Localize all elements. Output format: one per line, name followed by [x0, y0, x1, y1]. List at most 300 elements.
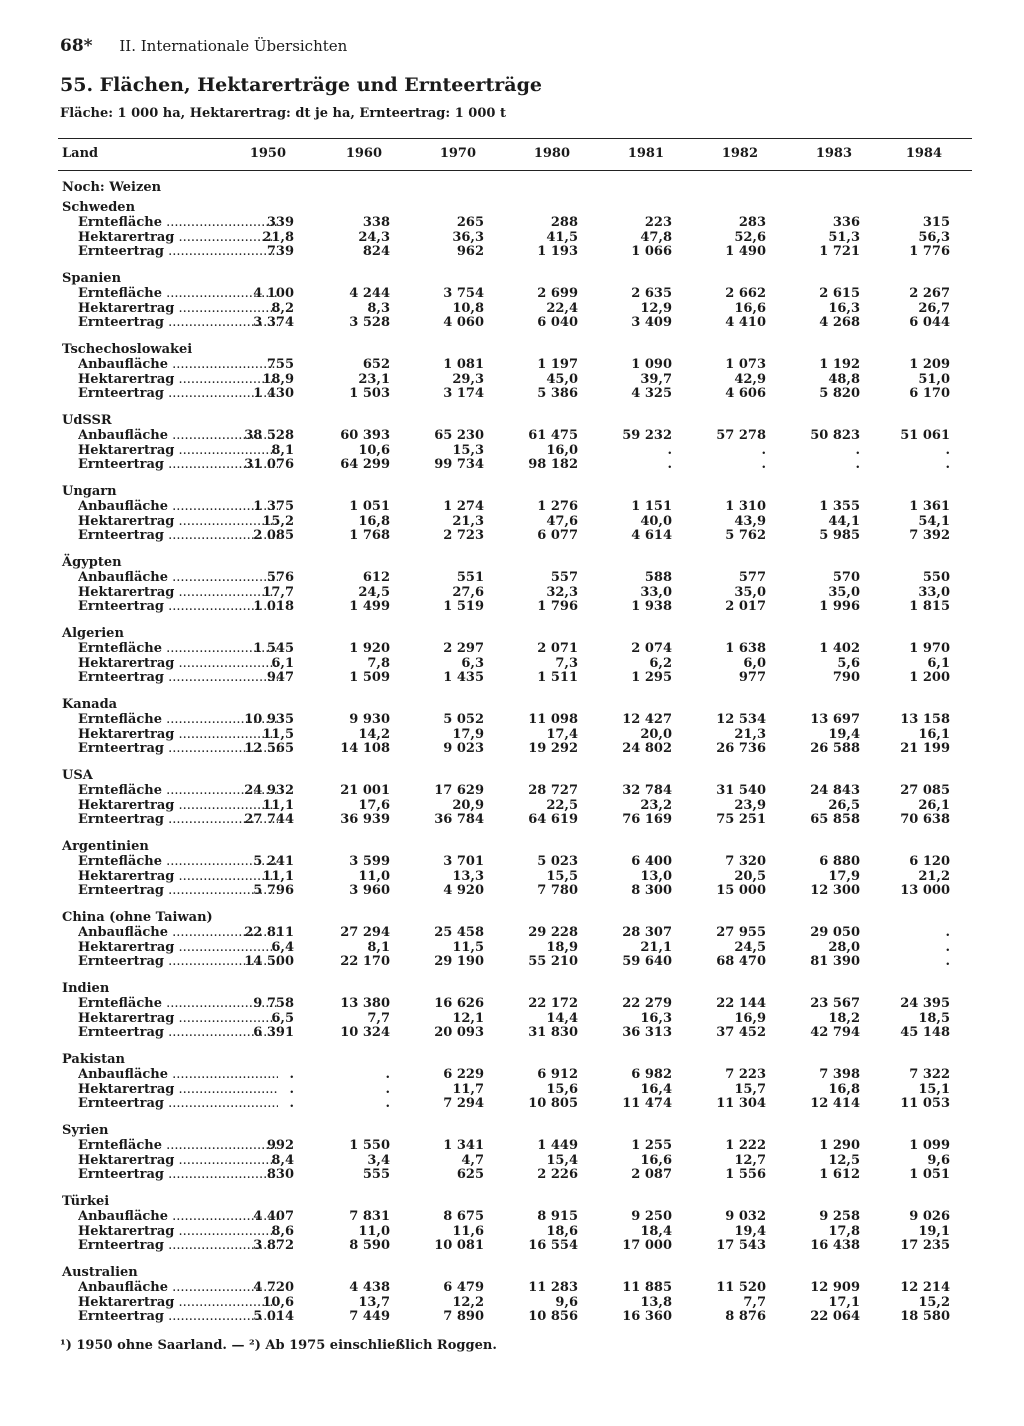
cell-value: 8 300 — [631, 883, 672, 898]
cell-value: 26,1 — [918, 797, 950, 813]
cell-value: 7 890 — [443, 1309, 484, 1324]
cell-value: 2 074 — [631, 641, 672, 656]
row-label: Ernteertrag ..... — [78, 1096, 278, 1111]
country-group — [0, 342, 1024, 414]
cell-value: 22,4 — [546, 300, 578, 316]
cell-value: 55 210 — [528, 954, 578, 969]
cell-value: 21,3 — [452, 513, 484, 529]
cell-value: 14,2 — [358, 726, 390, 742]
cell-value: 50 823 — [810, 428, 860, 443]
cell-value: 52,6 — [734, 229, 766, 245]
cell-value: 6 040 — [537, 315, 578, 330]
row-label: Ernteertrag ..... — [78, 457, 278, 472]
country-name: Indien — [62, 981, 110, 996]
cell-value: 64 299 — [340, 457, 390, 472]
cell-value: 8 876 — [725, 1309, 766, 1324]
cell-value: 6,1 — [271, 655, 294, 671]
cell-value: 1 274 — [443, 499, 484, 514]
cell-value: 37 452 — [716, 1025, 766, 1040]
cell-value: 27,6 — [452, 584, 484, 600]
cell-value: 315 — [922, 215, 950, 230]
cell-value: 23 567 — [810, 996, 860, 1011]
row-label: Anbaufläche ..... — [78, 1280, 278, 1295]
cell-value: 3 872 — [253, 1238, 294, 1253]
cell-value: 338 — [362, 215, 390, 230]
cell-value: 21,1 — [640, 939, 672, 955]
cell-value: 98 182 — [528, 457, 578, 472]
cell-value: 5,6 — [837, 655, 860, 671]
cell-value: 9,6 — [927, 1152, 950, 1168]
cell-value: 8 675 — [443, 1209, 484, 1224]
country-group — [0, 1265, 1024, 1337]
table-row — [0, 570, 1024, 584]
cell-value: 23,1 — [358, 371, 390, 387]
country-name: China (ohne Taiwan) — [62, 910, 213, 925]
cell-value: 21,3 — [734, 726, 766, 742]
cell-value: 555 — [362, 1167, 390, 1182]
cell-value: 21,2 — [918, 868, 950, 884]
cell-value: 223 — [644, 215, 672, 230]
row-label: Ernteertrag ..... — [78, 386, 278, 401]
table-row — [0, 1224, 1024, 1238]
cell-value: 16 438 — [810, 1238, 860, 1253]
cell-value: 6,3 — [461, 655, 484, 671]
table-row — [0, 1238, 1024, 1252]
cell-value: 19,4 — [828, 726, 860, 742]
row-label: Hektarertrag ..... — [78, 656, 278, 671]
cell-value: 24 802 — [622, 741, 672, 756]
cell-value: 5 820 — [819, 386, 860, 401]
table-row — [0, 783, 1024, 797]
column-header-land: Land — [62, 146, 99, 161]
cell-value: 65 230 — [434, 428, 484, 443]
country-name: Syrien — [62, 1123, 109, 1138]
cell-value: 8 915 — [537, 1209, 578, 1224]
cell-value: 3 374 — [253, 315, 294, 330]
cell-value: 1 938 — [631, 599, 672, 614]
cell-value: 10 935 — [244, 712, 294, 727]
cell-value: 81 390 — [810, 954, 860, 969]
footnote: ¹) 1950 ohne Saarland. — ²) Ab 1975 einschließlich Roggen. — [60, 1338, 497, 1353]
cell-value: 45 148 — [900, 1025, 950, 1040]
cell-value: . — [385, 1081, 390, 1097]
cell-value: 5 386 — [537, 386, 578, 401]
row-label: Hektarertrag ..... — [78, 443, 278, 458]
cell-value: 18,4 — [640, 1223, 672, 1239]
cell-value: 17 629 — [434, 783, 484, 798]
cell-value: 42,9 — [734, 371, 766, 387]
cell-value: 551 — [456, 570, 484, 585]
cell-value: 29 228 — [528, 925, 578, 940]
table-row — [0, 1309, 1024, 1323]
cell-value: 4 720 — [253, 1280, 294, 1295]
cell-value: 42 794 — [810, 1025, 860, 1040]
cell-value: 24,3 — [358, 229, 390, 245]
row-label: Ernteertrag ..... — [78, 599, 278, 614]
cell-value: 18,2 — [828, 1010, 860, 1026]
cell-value: 652 — [362, 357, 390, 372]
cell-value: 24 932 — [244, 783, 294, 798]
table-row — [0, 1138, 1024, 1152]
cell-value: 6 044 — [909, 315, 950, 330]
cell-value: 1 612 — [819, 1167, 860, 1182]
year-header: 1983 — [815, 146, 852, 161]
row-label: Ernteertrag ..... — [78, 954, 278, 969]
cell-value: 8 590 — [349, 1238, 390, 1253]
table-row — [0, 514, 1024, 528]
cell-value: 76 169 — [622, 812, 672, 827]
cell-value: 17,1 — [828, 1294, 860, 1310]
cell-value: 40,0 — [640, 513, 672, 529]
row-label: Erntefläche ..... — [78, 996, 278, 1011]
cell-value: 10,8 — [452, 300, 484, 316]
cell-value: 7 831 — [349, 1209, 390, 1224]
cell-value: 2 297 — [443, 641, 484, 656]
cell-value: 5 762 — [725, 528, 766, 543]
cell-value: 9 032 — [725, 1209, 766, 1224]
table-row — [0, 656, 1024, 670]
cell-value: 10 856 — [528, 1309, 578, 1324]
cell-value: 6,0 — [743, 655, 766, 671]
cell-value: 992 — [266, 1138, 294, 1153]
table-row — [0, 925, 1024, 939]
cell-value: 288 — [550, 215, 578, 230]
cell-value: 11 053 — [900, 1096, 950, 1111]
cell-value: 38 528 — [244, 428, 294, 443]
cell-value: 44,1 — [828, 513, 860, 529]
cell-value: 5 014 — [253, 1309, 294, 1324]
row-label: Ernteertrag ..... — [78, 883, 278, 898]
cell-value: 8,2 — [271, 300, 294, 316]
cell-value: 22 172 — [528, 996, 578, 1011]
table-row — [0, 1025, 1024, 1039]
row-label: Ernteertrag ..... — [78, 1025, 278, 1040]
country-name: Argentinien — [62, 839, 149, 854]
cell-value: 27 085 — [900, 783, 950, 798]
cell-value: . — [945, 457, 950, 472]
cell-value: 2 699 — [537, 286, 578, 301]
cell-value: 4,7 — [461, 1152, 484, 1168]
cell-value: 6 120 — [909, 854, 950, 869]
cell-value: 16,8 — [828, 1081, 860, 1097]
cell-value: 24 843 — [810, 783, 860, 798]
cell-value: 36 313 — [622, 1025, 672, 1040]
cell-value: 26 736 — [716, 741, 766, 756]
cell-value: 33,0 — [640, 584, 672, 600]
cell-value: 11,1 — [262, 797, 294, 813]
cell-value: 4 244 — [349, 286, 390, 301]
cell-value: 16,6 — [640, 1152, 672, 1168]
table-row — [0, 641, 1024, 655]
table-row — [0, 230, 1024, 244]
cell-value: 21 001 — [340, 783, 390, 798]
cell-value: 6 229 — [443, 1067, 484, 1082]
country-group — [0, 271, 1024, 343]
cell-value: 41,5 — [546, 229, 578, 245]
year-header: 1982 — [721, 146, 758, 161]
cell-value: 550 — [922, 570, 950, 585]
cell-value: 28 727 — [528, 783, 578, 798]
row-label: Ernteertrag ..... — [78, 741, 278, 756]
table-row — [0, 869, 1024, 883]
cell-value: 4 407 — [253, 1209, 294, 1224]
cell-value: 570 — [832, 570, 860, 585]
cell-value: 9 758 — [253, 996, 294, 1011]
cell-value: 23,2 — [640, 797, 672, 813]
cell-value: 1 355 — [819, 499, 860, 514]
cell-value: 11,6 — [452, 1223, 484, 1239]
table-row — [0, 996, 1024, 1010]
cell-value: 17 235 — [900, 1238, 950, 1253]
country-group — [0, 555, 1024, 627]
cell-value: 36 939 — [340, 812, 390, 827]
cell-value: 11,0 — [358, 868, 390, 884]
cell-value: 576 — [266, 570, 294, 585]
cell-value: 1 519 — [443, 599, 484, 614]
cell-value: 1 509 — [349, 670, 390, 685]
cell-value: 1 255 — [631, 1138, 672, 1153]
cell-value: 8,3 — [367, 300, 390, 316]
cell-value: . — [289, 1067, 294, 1082]
cell-value: 3 599 — [349, 854, 390, 869]
cell-value: 1 066 — [631, 244, 672, 259]
cell-value: 12 214 — [900, 1280, 950, 1295]
row-label: Anbaufläche ..... — [78, 1067, 278, 1082]
country-name: Spanien — [62, 271, 122, 286]
row-label: Ernteertrag ..... — [78, 1167, 278, 1182]
cell-value: 7 294 — [443, 1096, 484, 1111]
cell-value: 1 018 — [253, 599, 294, 614]
cell-value: 1 768 — [349, 528, 390, 543]
row-label: Erntefläche ..... — [78, 641, 278, 656]
cell-value: 1 276 — [537, 499, 578, 514]
cell-value: 6 391 — [253, 1025, 294, 1040]
cell-value: 6 982 — [631, 1067, 672, 1082]
row-label: Hektarertrag ..... — [78, 1011, 278, 1026]
cell-value: 11 520 — [716, 1280, 766, 1295]
cell-value: 4 060 — [443, 315, 484, 330]
table-row — [0, 1209, 1024, 1223]
cell-value: 22 170 — [340, 954, 390, 969]
table-row — [0, 457, 1024, 471]
cell-value: 3 409 — [631, 315, 672, 330]
cell-value: 48,8 — [828, 371, 860, 387]
cell-value: 2 635 — [631, 286, 672, 301]
row-label: Ernteertrag ..... — [78, 812, 278, 827]
country-name: Ungarn — [62, 484, 117, 499]
cell-value: 7 449 — [349, 1309, 390, 1324]
cell-value: 8,1 — [367, 939, 390, 955]
country-group — [0, 981, 1024, 1053]
cell-value: 7 320 — [725, 854, 766, 869]
cell-value: 6,4 — [271, 939, 294, 955]
cell-value: 339 — [266, 215, 294, 230]
country-name: Schweden — [62, 200, 136, 215]
table-row — [0, 940, 1024, 954]
cell-value: 24 395 — [900, 996, 950, 1011]
cell-value: 11,1 — [262, 868, 294, 884]
running-header — [60, 36, 347, 56]
cell-value: 16,9 — [734, 1010, 766, 1026]
row-label: Hektarertrag ..... — [78, 798, 278, 813]
cell-value: 10,6 — [262, 1294, 294, 1310]
table-row — [0, 727, 1024, 741]
cell-value: 4 614 — [631, 528, 672, 543]
cell-value: 31 540 — [716, 783, 766, 798]
table-title: 55. Flächen, Hektarerträge und Ernteerträge — [60, 74, 542, 96]
table-row — [0, 954, 1024, 968]
cell-value: 790 — [832, 670, 860, 685]
row-label: Hektarertrag ..... — [78, 1224, 278, 1239]
cell-value: 577 — [738, 570, 766, 585]
cell-value: . — [945, 925, 950, 940]
cell-value: 27 955 — [716, 925, 766, 940]
country-group — [0, 1194, 1024, 1266]
year-header: 1981 — [627, 146, 664, 161]
cell-value: 20,5 — [734, 868, 766, 884]
cell-value: 3 174 — [443, 386, 484, 401]
cell-value: 13,8 — [640, 1294, 672, 1310]
cell-value: 7 223 — [725, 1067, 766, 1082]
cell-value: 2 723 — [443, 528, 484, 543]
table-row — [0, 528, 1024, 542]
country-group — [0, 768, 1024, 840]
cell-value: 336 — [832, 215, 860, 230]
cell-value: 11,5 — [452, 939, 484, 955]
cell-value: 19,4 — [734, 1223, 766, 1239]
country-group — [0, 413, 1024, 485]
cell-value: 6 479 — [443, 1280, 484, 1295]
row-label: Anbaufläche ..... — [78, 428, 278, 443]
cell-value: 1 996 — [819, 599, 860, 614]
table-row — [0, 585, 1024, 599]
cell-value: 28,0 — [828, 939, 860, 955]
cell-value: 6,2 — [649, 655, 672, 671]
cell-value: 588 — [644, 570, 672, 585]
row-label: Anbaufläche ..... — [78, 570, 278, 585]
cell-value: 15,1 — [918, 1081, 950, 1097]
table-row — [0, 1295, 1024, 1309]
cell-value: 1 099 — [909, 1138, 950, 1153]
cell-value: . — [385, 1067, 390, 1082]
cell-value: 5 052 — [443, 712, 484, 727]
cell-value: 1 435 — [443, 670, 484, 685]
country-group — [0, 200, 1024, 272]
cell-value: 7 780 — [537, 883, 578, 898]
cell-value: 1 556 — [725, 1167, 766, 1182]
cell-value: 56,3 — [918, 229, 950, 245]
cell-value: 39,7 — [640, 371, 672, 387]
cell-value: 1 209 — [909, 357, 950, 372]
cell-value: 19,1 — [918, 1223, 950, 1239]
cell-value: 15,3 — [452, 442, 484, 458]
cell-value: 24,5 — [734, 939, 766, 955]
cell-value: 36 784 — [434, 812, 484, 827]
cell-value: 9 026 — [909, 1209, 950, 1224]
cell-value: 29 190 — [434, 954, 484, 969]
row-label: Hektarertrag ..... — [78, 727, 278, 742]
cell-value: 16,6 — [734, 300, 766, 316]
table-row — [0, 1067, 1024, 1081]
cell-value: 20 093 — [434, 1025, 484, 1040]
cell-value: 51,3 — [828, 229, 860, 245]
cell-value: 3 528 — [349, 315, 390, 330]
country-name: Kanada — [62, 697, 118, 712]
cell-value: 9 930 — [349, 712, 390, 727]
cell-value: 1 503 — [349, 386, 390, 401]
cell-value: . — [945, 442, 950, 458]
cell-value: 17 543 — [716, 1238, 766, 1253]
cell-value: . — [385, 1096, 390, 1111]
cell-value: 824 — [362, 244, 390, 259]
cell-value: 17,6 — [358, 797, 390, 813]
cell-value: . — [761, 442, 766, 458]
cell-value: 7 398 — [819, 1067, 860, 1082]
cell-value: 13 158 — [900, 712, 950, 727]
cell-value: 17,9 — [828, 868, 860, 884]
cell-value: 1 051 — [909, 1167, 950, 1182]
top-rule — [58, 138, 972, 139]
cell-value: 1 151 — [631, 499, 672, 514]
cell-value: 4 410 — [725, 315, 766, 330]
cell-value: 4 438 — [349, 1280, 390, 1295]
cell-value: 28 307 — [622, 925, 672, 940]
cell-value: 16,3 — [828, 300, 860, 316]
cell-value: 20,9 — [452, 797, 484, 813]
row-label: Hektarertrag ..... — [78, 1295, 278, 1310]
cell-value: 61 475 — [528, 428, 578, 443]
cell-value: 4 100 — [253, 286, 294, 301]
cell-value: 12,2 — [452, 1294, 484, 1310]
cell-value: 21,8 — [262, 229, 294, 245]
cell-value: 35,0 — [734, 584, 766, 600]
cell-value: 1 081 — [443, 357, 484, 372]
cell-value: 5 796 — [253, 883, 294, 898]
table-row — [0, 315, 1024, 329]
row-label: Anbaufläche ..... — [78, 1209, 278, 1224]
table-row — [0, 386, 1024, 400]
cell-value: 10,6 — [358, 442, 390, 458]
cell-value: 31 076 — [244, 457, 294, 472]
country-group — [0, 484, 1024, 556]
row-label: Hektarertrag ..... — [78, 869, 278, 884]
cell-value: . — [945, 939, 950, 955]
row-label: Anbaufläche ..... — [78, 357, 278, 372]
cell-value: 8,4 — [271, 1152, 294, 1168]
cell-value: 17,8 — [828, 1223, 860, 1239]
cell-value: 4 920 — [443, 883, 484, 898]
cell-value: 1 490 — [725, 244, 766, 259]
cell-value: . — [289, 1096, 294, 1111]
cell-value: 6,5 — [271, 1010, 294, 1026]
cell-value: 32 784 — [622, 783, 672, 798]
cell-value: 43,9 — [734, 513, 766, 529]
cell-value: 45,0 — [546, 371, 578, 387]
cell-value: 15,7 — [734, 1081, 766, 1097]
cell-value: 47,8 — [640, 229, 672, 245]
country-group — [0, 697, 1024, 769]
table-row — [0, 286, 1024, 300]
row-label: Ernteertrag ..... — [78, 1309, 278, 1324]
row-label: Erntefläche ..... — [78, 215, 278, 230]
table-row — [0, 670, 1024, 684]
country-name: Türkei — [62, 1194, 110, 1209]
cell-value: 18,9 — [546, 939, 578, 955]
cell-value: 26,5 — [828, 797, 860, 813]
cell-value: 1 073 — [725, 357, 766, 372]
cell-value: 1 511 — [537, 670, 578, 685]
cell-value: 12,7 — [734, 1152, 766, 1168]
